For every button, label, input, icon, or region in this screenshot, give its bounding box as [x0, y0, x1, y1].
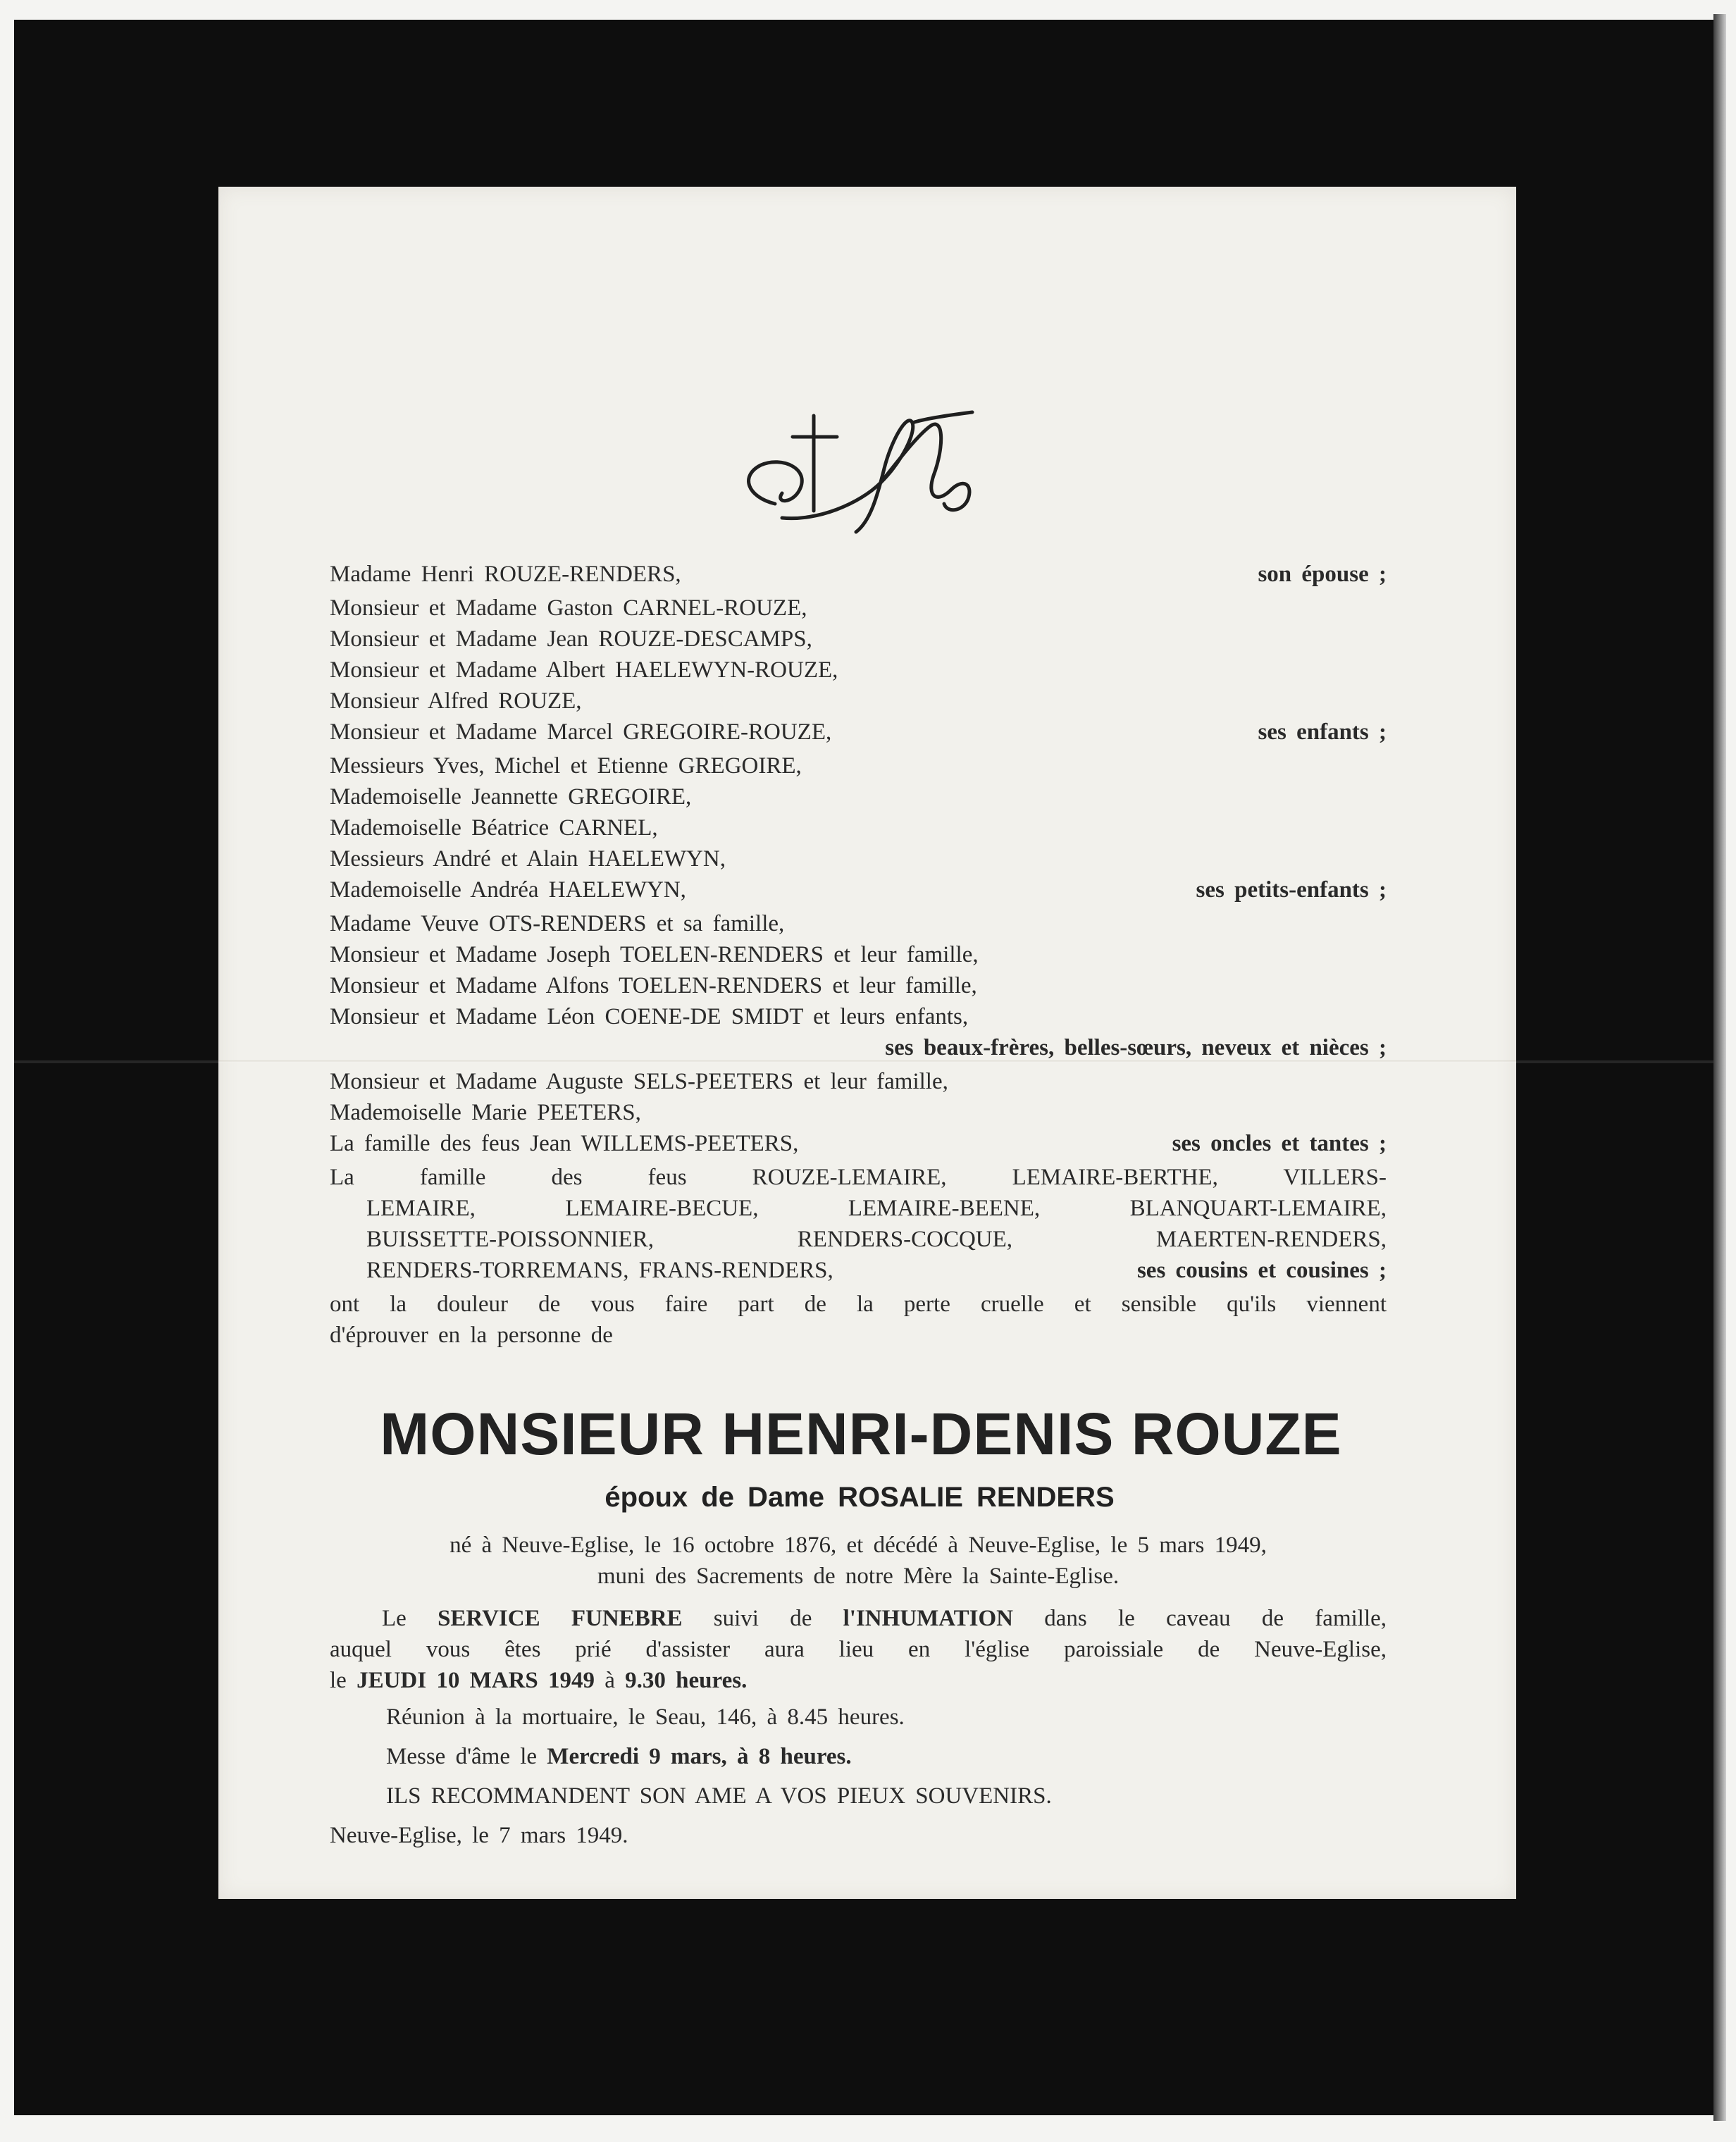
family-line-11: Mademoiselle Andréa HAELEWYN, ses petits-enfants ;: [330, 877, 1387, 903]
announcement-paper: [218, 187, 1516, 1899]
recommend-line: ILS RECOMMANDENT SON AME A VOS PIEUX SOUVENIRS.: [386, 1783, 1052, 1809]
cousins-line-2: LEMAIRE, LEMAIRE-BECUE, LEMAIRE-BEENE, BLANQUART-LEMAIRE,: [366, 1196, 1387, 1221]
cousins-line-1: La famille des feus ROUZE-LEMAIRE, LEMAIRE-BERTHE, VILLERS-: [330, 1165, 1387, 1190]
family-line-13: Monsieur et Madame Joseph TOELEN-RENDERS et leur famille,: [330, 942, 979, 967]
service-line-2: auquel vous êtes prié d'assister aura lieu en l'église paroissiale de Neuve-Eglise,: [330, 1637, 1387, 1662]
cousins-line-4: RENDERS-TORREMANS, FRANS-RENDERS, ses cousins et cousines ;: [366, 1258, 1387, 1283]
place-date-line: Neuve-Eglise, le 7 mars 1949.: [330, 1823, 628, 1848]
family-line-19: La famille des feus Jean WILLEMS-PEETERS, ses oncles et tantes ;: [330, 1131, 1387, 1156]
messe-line: Messe d'âme le Mercredi 9 mars, à 8 heures.: [386, 1744, 852, 1769]
family-line-10: Messieurs André et Alain HAELEWYN,: [330, 846, 726, 872]
family-line-17: Monsieur et Madame Auguste SELS-PEETERS et leur famille,: [330, 1069, 948, 1094]
family-line-1: Madame Henri ROUZE-RENDERS, son épouse ;: [330, 562, 1387, 587]
deceased-name-title: MONSIEUR HENRI-DENIS ROUZE: [380, 1401, 1342, 1467]
sacraments-line: muni des Sacrements de notre Mère la Sainte-Eglise.: [597, 1564, 1120, 1589]
family-line-18: Mademoiselle Marie PEETERS,: [330, 1100, 641, 1125]
family-line-12: Madame Veuve OTS-RENDERS et sa famille,: [330, 911, 785, 936]
family-line-16: ses beaux-frères, belles-sœurs, neveux et nièces ;: [885, 1035, 1387, 1060]
family-line-8: Mademoiselle Jeannette GREGOIRE,: [330, 784, 692, 810]
reunion-line: Réunion à la mortuaire, le Seau, 146, à 8.45 heures.: [386, 1704, 905, 1730]
cousins-line-3: BUISSETTE-POISSONNIER, RENDERS-COCQUE, MAERTEN-RENDERS,: [366, 1227, 1387, 1252]
announce-line-1: ont la douleur de vous faire part de la perte cruelle et sensible qu'ils viennent: [330, 1292, 1387, 1317]
family-line-15: Monsieur et Madame Léon COENE-DE SMIDT et leurs enfants,: [330, 1004, 969, 1029]
cross-m-monogram-icon: [733, 398, 1000, 553]
family-line-14: Monsieur et Madame Alfons TOELEN-RENDERS et leur famille,: [330, 973, 977, 998]
family-line-9: Mademoiselle Béatrice CARNEL,: [330, 815, 658, 841]
service-line-1: Le SERVICE FUNEBRE suivi de l'INHUMATION dans le caveau de famille,: [382, 1606, 1387, 1631]
family-line-5: Monsieur Alfred ROUZE,: [330, 688, 582, 714]
family-line-4: Monsieur et Madame Albert HAELEWYN-ROUZE,: [330, 657, 838, 683]
family-line-2: Monsieur et Madame Gaston CARNEL-ROUZE,: [330, 595, 807, 621]
family-line-7: Messieurs Yves, Michel et Etienne GREGOIRE,: [330, 753, 802, 779]
spouse-subtitle: époux de Dame ROSALIE RENDERS: [604, 1482, 1115, 1513]
announce-line-2: d'éprouver en la personne de: [330, 1323, 613, 1348]
family-line-3: Monsieur et Madame Jean ROUZE-DESCAMPS,: [330, 626, 812, 652]
service-line-3: le JEUDI 10 MARS 1949 à 9.30 heures.: [330, 1668, 748, 1693]
family-line-6: Monsieur et Madame Marcel GREGOIRE-ROUZE, ses enfants ;: [330, 719, 1387, 745]
card-edge: [1713, 14, 1726, 2121]
birth-death-line: né à Neuve-Eglise, le 16 octobre 1876, et décédé à Neuve-Eglise, le 5 mars 1949,: [450, 1533, 1267, 1558]
